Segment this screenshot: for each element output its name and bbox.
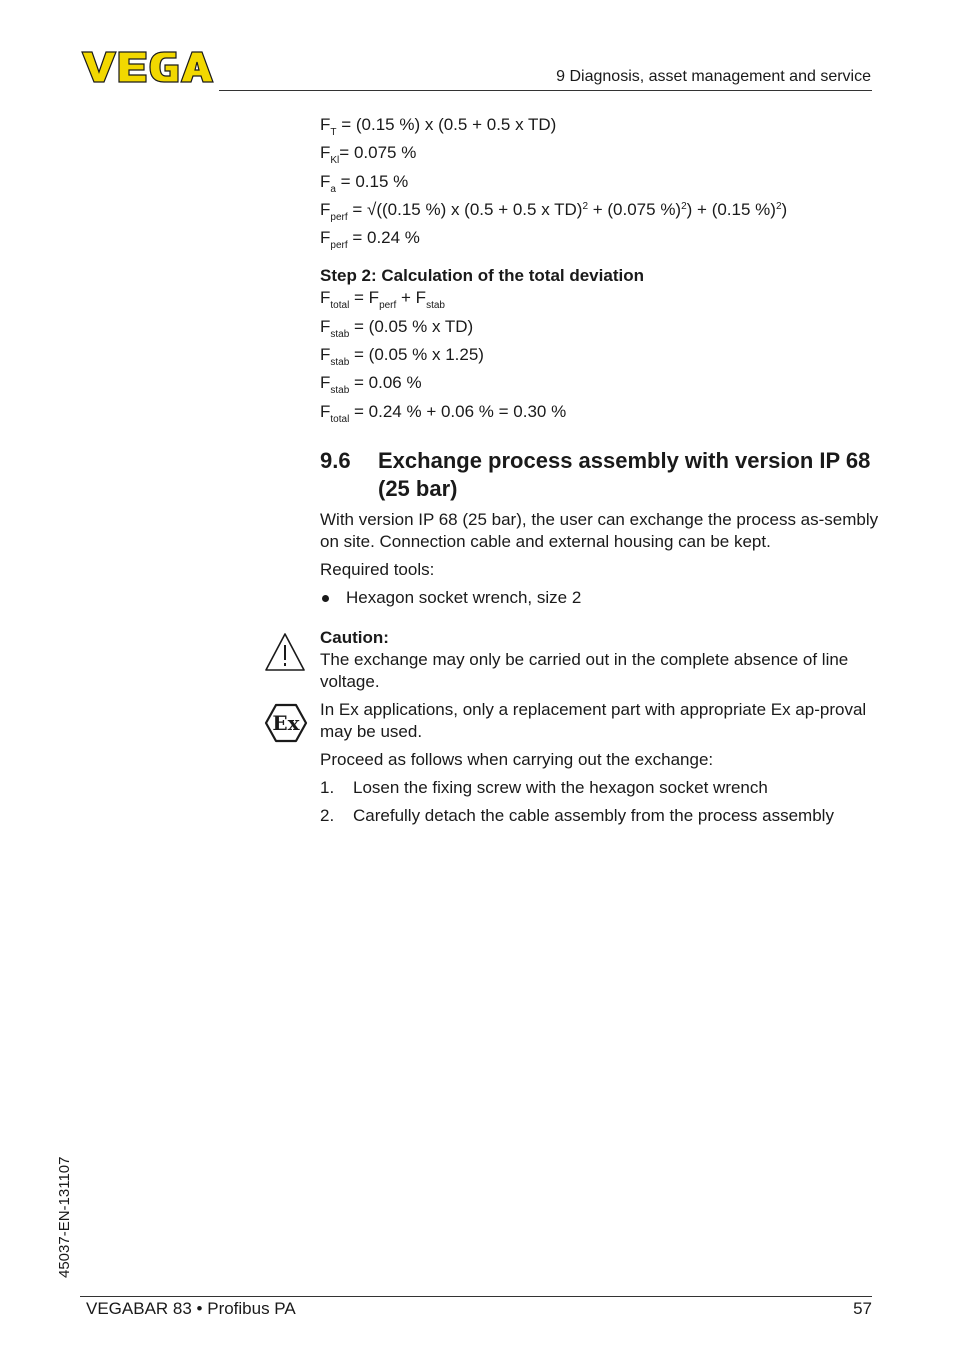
section-number: 9.6	[320, 447, 351, 473]
warning-icon	[264, 632, 306, 672]
formula-fstab-1: $F_{stab} = (0.05$ % x TD)	[320, 316, 474, 340]
footer-product: VEGABAR 83 • Profibus PA	[86, 1299, 296, 1318]
main-content	[320, 114, 880, 833]
required-tools-label: Required tools:	[320, 559, 435, 579]
bullet-icon	[322, 595, 329, 602]
formula-fperf-result: $F_{perf} = 0.24$ %	[320, 228, 420, 252]
section-title: Exchange process assembly with version IP 68 (25 bar)	[378, 447, 871, 501]
formula-fperf-expression: $F_{perf} = √((0.15$ %) x (0.5 + 0.5 x TD)$^2$ + (0.075 %)$^2$) + (0.15 %)$^2$)	[320, 199, 788, 223]
header-divider	[219, 90, 872, 91]
header-section-title: 9 Diagnosis, asset management and service	[556, 68, 871, 85]
list-item: 1. Losen the fixing screw with the hexagon socket wrench	[320, 777, 768, 797]
svg-text:Ex: Ex	[272, 711, 300, 735]
section-heading	[320, 447, 880, 503]
page-number: 57	[853, 1299, 872, 1318]
formula-ftotal-result: $F_{total} = 0.24$ % + 0.06 % = 0.30 %	[320, 401, 567, 425]
tool-list-item: Hexagon socket wrench, size 2	[320, 587, 880, 609]
proceed-text: Proceed as follows when carrying out the exchange:	[320, 749, 714, 769]
ex-protection-icon	[264, 703, 308, 743]
vega-logo	[80, 50, 214, 84]
ex-note: In Ex applications, only a replacement part with appropriate Ex ap-proval may be used.	[320, 699, 867, 741]
steps-list	[320, 777, 880, 827]
footer-divider	[80, 1296, 872, 1297]
formula-fkl: $F_{Kl}= 0.075$ %	[320, 143, 417, 167]
formula-fstab-2: $F_{stab} = (0.05$ % x 1.25)	[320, 345, 484, 369]
formula-fstab-3: $F_{stab} = 0.06$ %	[320, 373, 422, 397]
formula-ftotal-definition: $F_{total} = F_{perf} + F_{stab}$	[320, 288, 445, 312]
caution-text: The exchange may only be carried out in the complete absence of line voltage.	[320, 649, 849, 691]
caution-block	[320, 627, 880, 693]
list-item: 2. Carefully detach the cable assembly from the process assembly	[320, 805, 834, 825]
document-id: 45037-EN-131107	[56, 1156, 73, 1278]
formula-ft: $F_T = (0.15$ %) x (0.5 + 0.5 x TD)	[320, 115, 557, 138]
formula-fa: $F_a = 0.15$ %	[320, 171, 409, 195]
step2-title: Step 2: Calculation of the total deviation	[320, 266, 644, 286]
caution-title: Caution:	[320, 627, 389, 647]
section-intro: With version IP 68 (25 bar), the user can exchange the process as-sembly on site. Connection cable and external housing can be kept.	[320, 509, 879, 551]
